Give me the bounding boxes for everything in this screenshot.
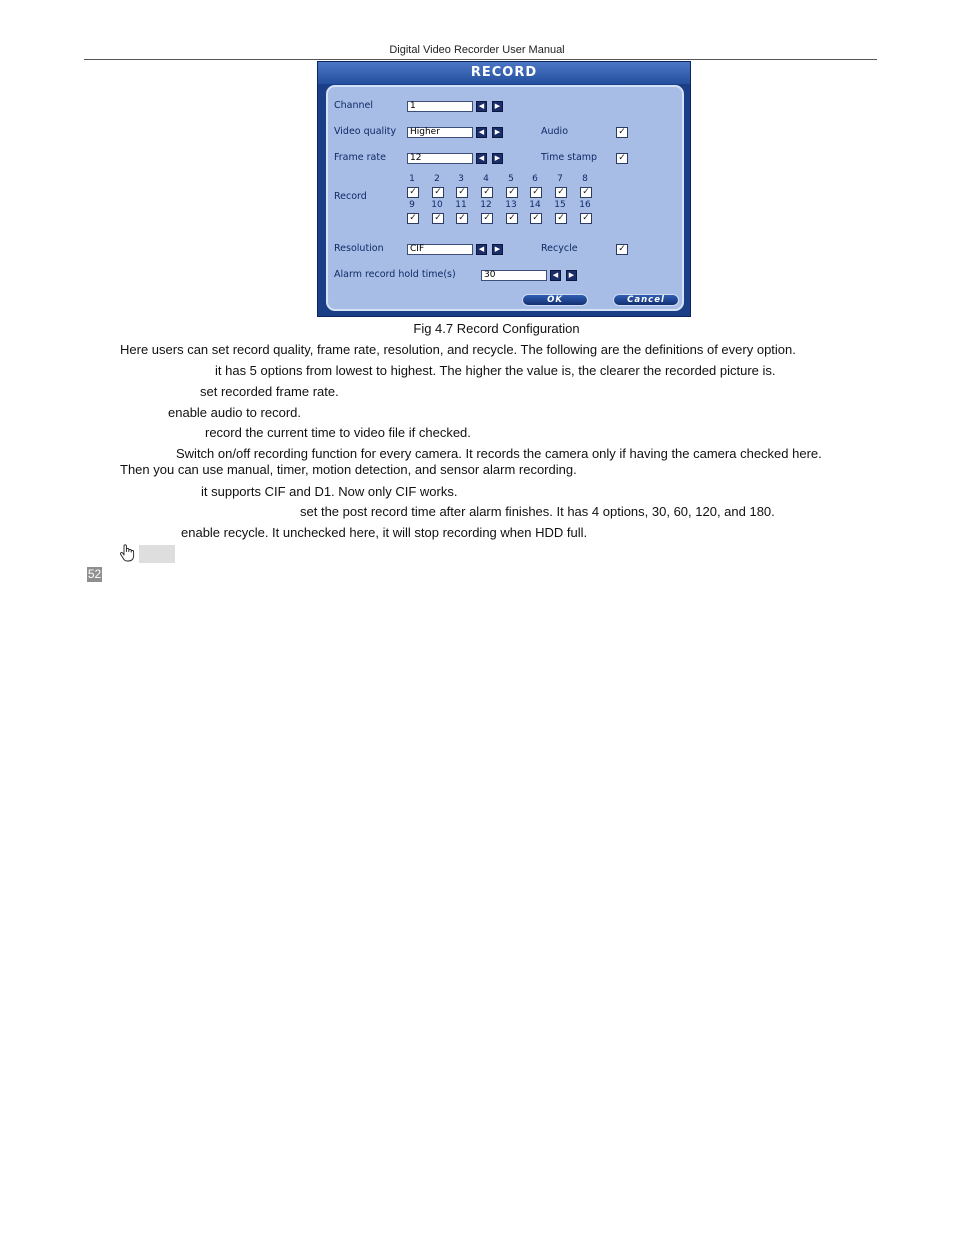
frame-rate-next-arrow-icon[interactable]: ▶: [492, 153, 503, 164]
video-quality-label: Video quality: [334, 126, 397, 137]
record-channel-checkbox[interactable]: ✓: [407, 213, 419, 224]
frame-rate-definition: set recorded frame rate.: [200, 384, 339, 399]
resolution-prev-arrow-icon[interactable]: ◀: [476, 244, 487, 255]
recycle-checkbox[interactable]: ✓: [616, 244, 628, 255]
alarm-hold-definition: set the post record time after alarm finishes. It has 4 options, 30, 60, 120, and 180.: [300, 504, 775, 519]
record-channel-checkbox[interactable]: ✓: [481, 213, 493, 224]
channel-number: 15: [554, 200, 566, 210]
record-channel-checkbox[interactable]: ✓: [432, 213, 444, 224]
channel-number: 5: [508, 174, 514, 184]
record-channel-checkbox[interactable]: ✓: [407, 187, 419, 198]
channel-number: 6: [532, 174, 538, 184]
channel-number: 14: [529, 200, 541, 210]
record-channel-checkbox[interactable]: ✓: [481, 187, 493, 198]
record-definition-line1: Switch on/off recording function for every camera. It records the camera only if having the camera checked here.: [176, 446, 822, 461]
record-channel-checkbox[interactable]: ✓: [555, 213, 567, 224]
record-label: Record: [334, 191, 367, 202]
resolution-next-arrow-icon[interactable]: ▶: [492, 244, 503, 255]
time-stamp-checkbox[interactable]: ✓: [616, 153, 628, 164]
record-channel-checkbox[interactable]: ✓: [555, 187, 567, 198]
record-definition-line2: Then you can use manual, timer, motion detection, and sensor alarm recording.: [120, 462, 577, 477]
ok-button[interactable]: OK: [522, 294, 588, 306]
page-number: 52: [87, 567, 102, 581]
channel-number: 8: [582, 174, 588, 184]
channel-number: 16: [579, 200, 591, 210]
record-channel-checkbox[interactable]: ✓: [456, 213, 468, 224]
resolution-definition: it supports CIF and D1. Now only CIF works.: [201, 484, 458, 499]
time-stamp-label: Time stamp: [541, 152, 598, 163]
record-channel-checkbox[interactable]: ✓: [530, 187, 542, 198]
record-channel-checkbox[interactable]: ✓: [580, 213, 592, 224]
dialog-panel: [326, 85, 684, 311]
frame-rate-label: Frame rate: [334, 152, 386, 163]
hand-pointer-icon: [119, 543, 137, 563]
alarm-hold-next-arrow-icon[interactable]: ▶: [566, 270, 577, 281]
video-quality-prev-arrow-icon[interactable]: ◀: [476, 127, 487, 138]
frame-rate-prev-arrow-icon[interactable]: ◀: [476, 153, 487, 164]
time-stamp-definition: record the current time to video file if checked.: [205, 425, 471, 440]
channel-number: 2: [434, 174, 440, 184]
video-quality-definition: it has 5 options from lowest to highest. The higher the value is, the clearer the recorded picture is.: [215, 363, 776, 378]
audio-label: Audio: [541, 126, 569, 137]
record-channel-checkbox[interactable]: ✓: [530, 213, 542, 224]
frame-rate-field[interactable]: 12: [407, 153, 473, 164]
resolution-field[interactable]: CIF: [407, 244, 473, 255]
channel-next-arrow-icon[interactable]: ▶: [492, 101, 503, 112]
figure-caption: Fig 4.7 Record Configuration: [413, 321, 580, 336]
channel-number: 3: [458, 174, 464, 184]
recycle-definition: enable recycle. It unchecked here, it will stop recording when HDD full.: [181, 525, 588, 540]
alarm-hold-label: Alarm record hold time(s): [334, 269, 456, 280]
channel-prev-arrow-icon[interactable]: ◀: [476, 101, 487, 112]
channel-number: 4: [483, 174, 489, 184]
channel-number: 9: [409, 200, 415, 210]
channel-number: 10: [431, 200, 443, 210]
alarm-hold-field[interactable]: 30: [481, 270, 547, 281]
channel-field[interactable]: 1: [407, 101, 473, 112]
note-box: [139, 545, 175, 563]
channel-number: 1: [409, 174, 415, 184]
alarm-hold-prev-arrow-icon[interactable]: ◀: [550, 270, 561, 281]
channel-number: 7: [557, 174, 563, 184]
video-quality-field[interactable]: Higher: [407, 127, 473, 138]
audio-checkbox[interactable]: ✓: [616, 127, 628, 138]
running-header: Digital Video Recorder User Manual: [389, 44, 565, 56]
recycle-label: Recycle: [541, 243, 578, 254]
channel-number: 11: [455, 200, 467, 210]
header-rule: [84, 59, 877, 60]
channel-label: Channel: [334, 100, 374, 111]
intro-paragraph: Here users can set record quality, frame rate, resolution, and recycle. The following are the definitions of every option.: [120, 342, 796, 357]
cancel-button[interactable]: Cancel: [613, 294, 679, 306]
video-quality-next-arrow-icon[interactable]: ▶: [492, 127, 503, 138]
channel-number: 12: [480, 200, 492, 210]
resolution-label: Resolution: [334, 243, 384, 254]
record-channel-checkbox[interactable]: ✓: [580, 187, 592, 198]
dialog-title: RECORD: [470, 65, 538, 80]
record-dialog-screenshot: [317, 61, 691, 317]
channel-number: 13: [505, 200, 517, 210]
record-channel-checkbox[interactable]: ✓: [506, 187, 518, 198]
record-channel-checkbox[interactable]: ✓: [456, 187, 468, 198]
record-channel-checkbox[interactable]: ✓: [506, 213, 518, 224]
record-channel-checkbox[interactable]: ✓: [432, 187, 444, 198]
audio-definition: enable audio to record.: [168, 405, 301, 420]
